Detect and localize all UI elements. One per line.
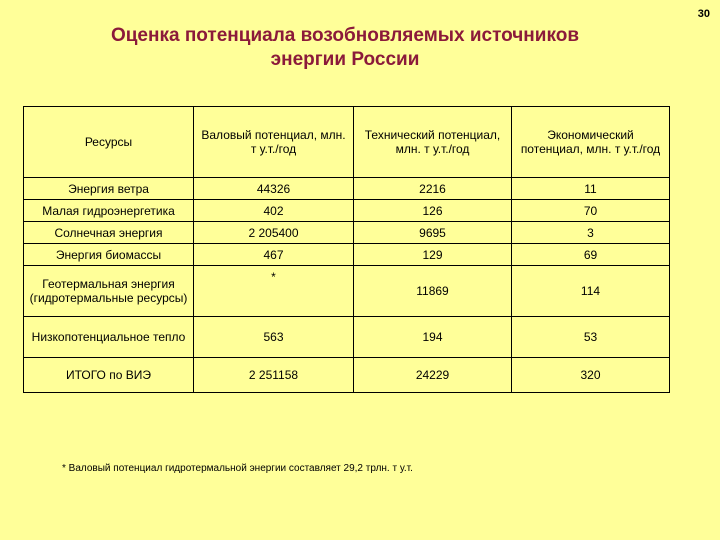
cell-economic: 114 [512,266,670,317]
cell-technical: 24229 [354,358,512,393]
cell-economic: 320 [512,358,670,393]
table-header-row [24,107,670,178]
page-title-line2: энергии России [270,49,420,70]
cell-technical: 129 [354,244,512,266]
cell-economic: 69 [512,244,670,266]
cell-economic: 11 [512,178,670,200]
cell-resource: Низкопотенциальное тепло [24,317,194,358]
cell-economic: 70 [512,200,670,222]
cell-resource: Энергия биомассы [24,244,194,266]
table-row-total [24,358,670,393]
cell-gross: 2 205400 [194,222,354,244]
table-row [24,266,670,317]
cell-technical: 194 [354,317,512,358]
header-resources: Ресурсы [24,107,194,178]
table-row [24,178,670,200]
cell-gross: 563 [194,317,354,358]
footnote: * Валовый потенциал гидротермальной энергии составляет 29,2 трлн. т у.т. [62,463,413,474]
cell-resource: Энергия ветра [24,178,194,200]
header-technical: Технический потенциал, млн. т у.т./год [354,107,512,178]
potential-table [23,106,670,393]
cell-technical: 9695 [354,222,512,244]
cell-technical: 2216 [354,178,512,200]
cell-gross: * [194,266,354,317]
cell-technical: 11869 [354,266,512,317]
table-row [24,222,670,244]
table-row [24,200,670,222]
table-row [24,244,670,266]
cell-resource: ИТОГО по ВИЭ [24,358,194,393]
cell-resource: Солнечная энергия [24,222,194,244]
cell-resource: Геотермальная энергия (гидротермальные ресурсы) [24,266,194,317]
page-title [0,24,690,72]
cell-gross: 467 [194,244,354,266]
cell-resource: Малая гидроэнергетика [24,200,194,222]
cell-economic: 53 [512,317,670,358]
page-title-line1: Оценка потенциала возобновляемых источников [110,25,580,46]
page-number: 30 [697,8,710,20]
header-economic: Экономический потенциал, млн. т у.т./год [512,107,670,178]
cell-gross: 402 [194,200,354,222]
cell-technical: 126 [354,200,512,222]
header-gross: Валовый потенциал, млн. т у.т./год [194,107,354,178]
table-row [24,317,670,358]
cell-gross: 44326 [194,178,354,200]
cell-economic: 3 [512,222,670,244]
cell-gross: 2 251158 [194,358,354,393]
